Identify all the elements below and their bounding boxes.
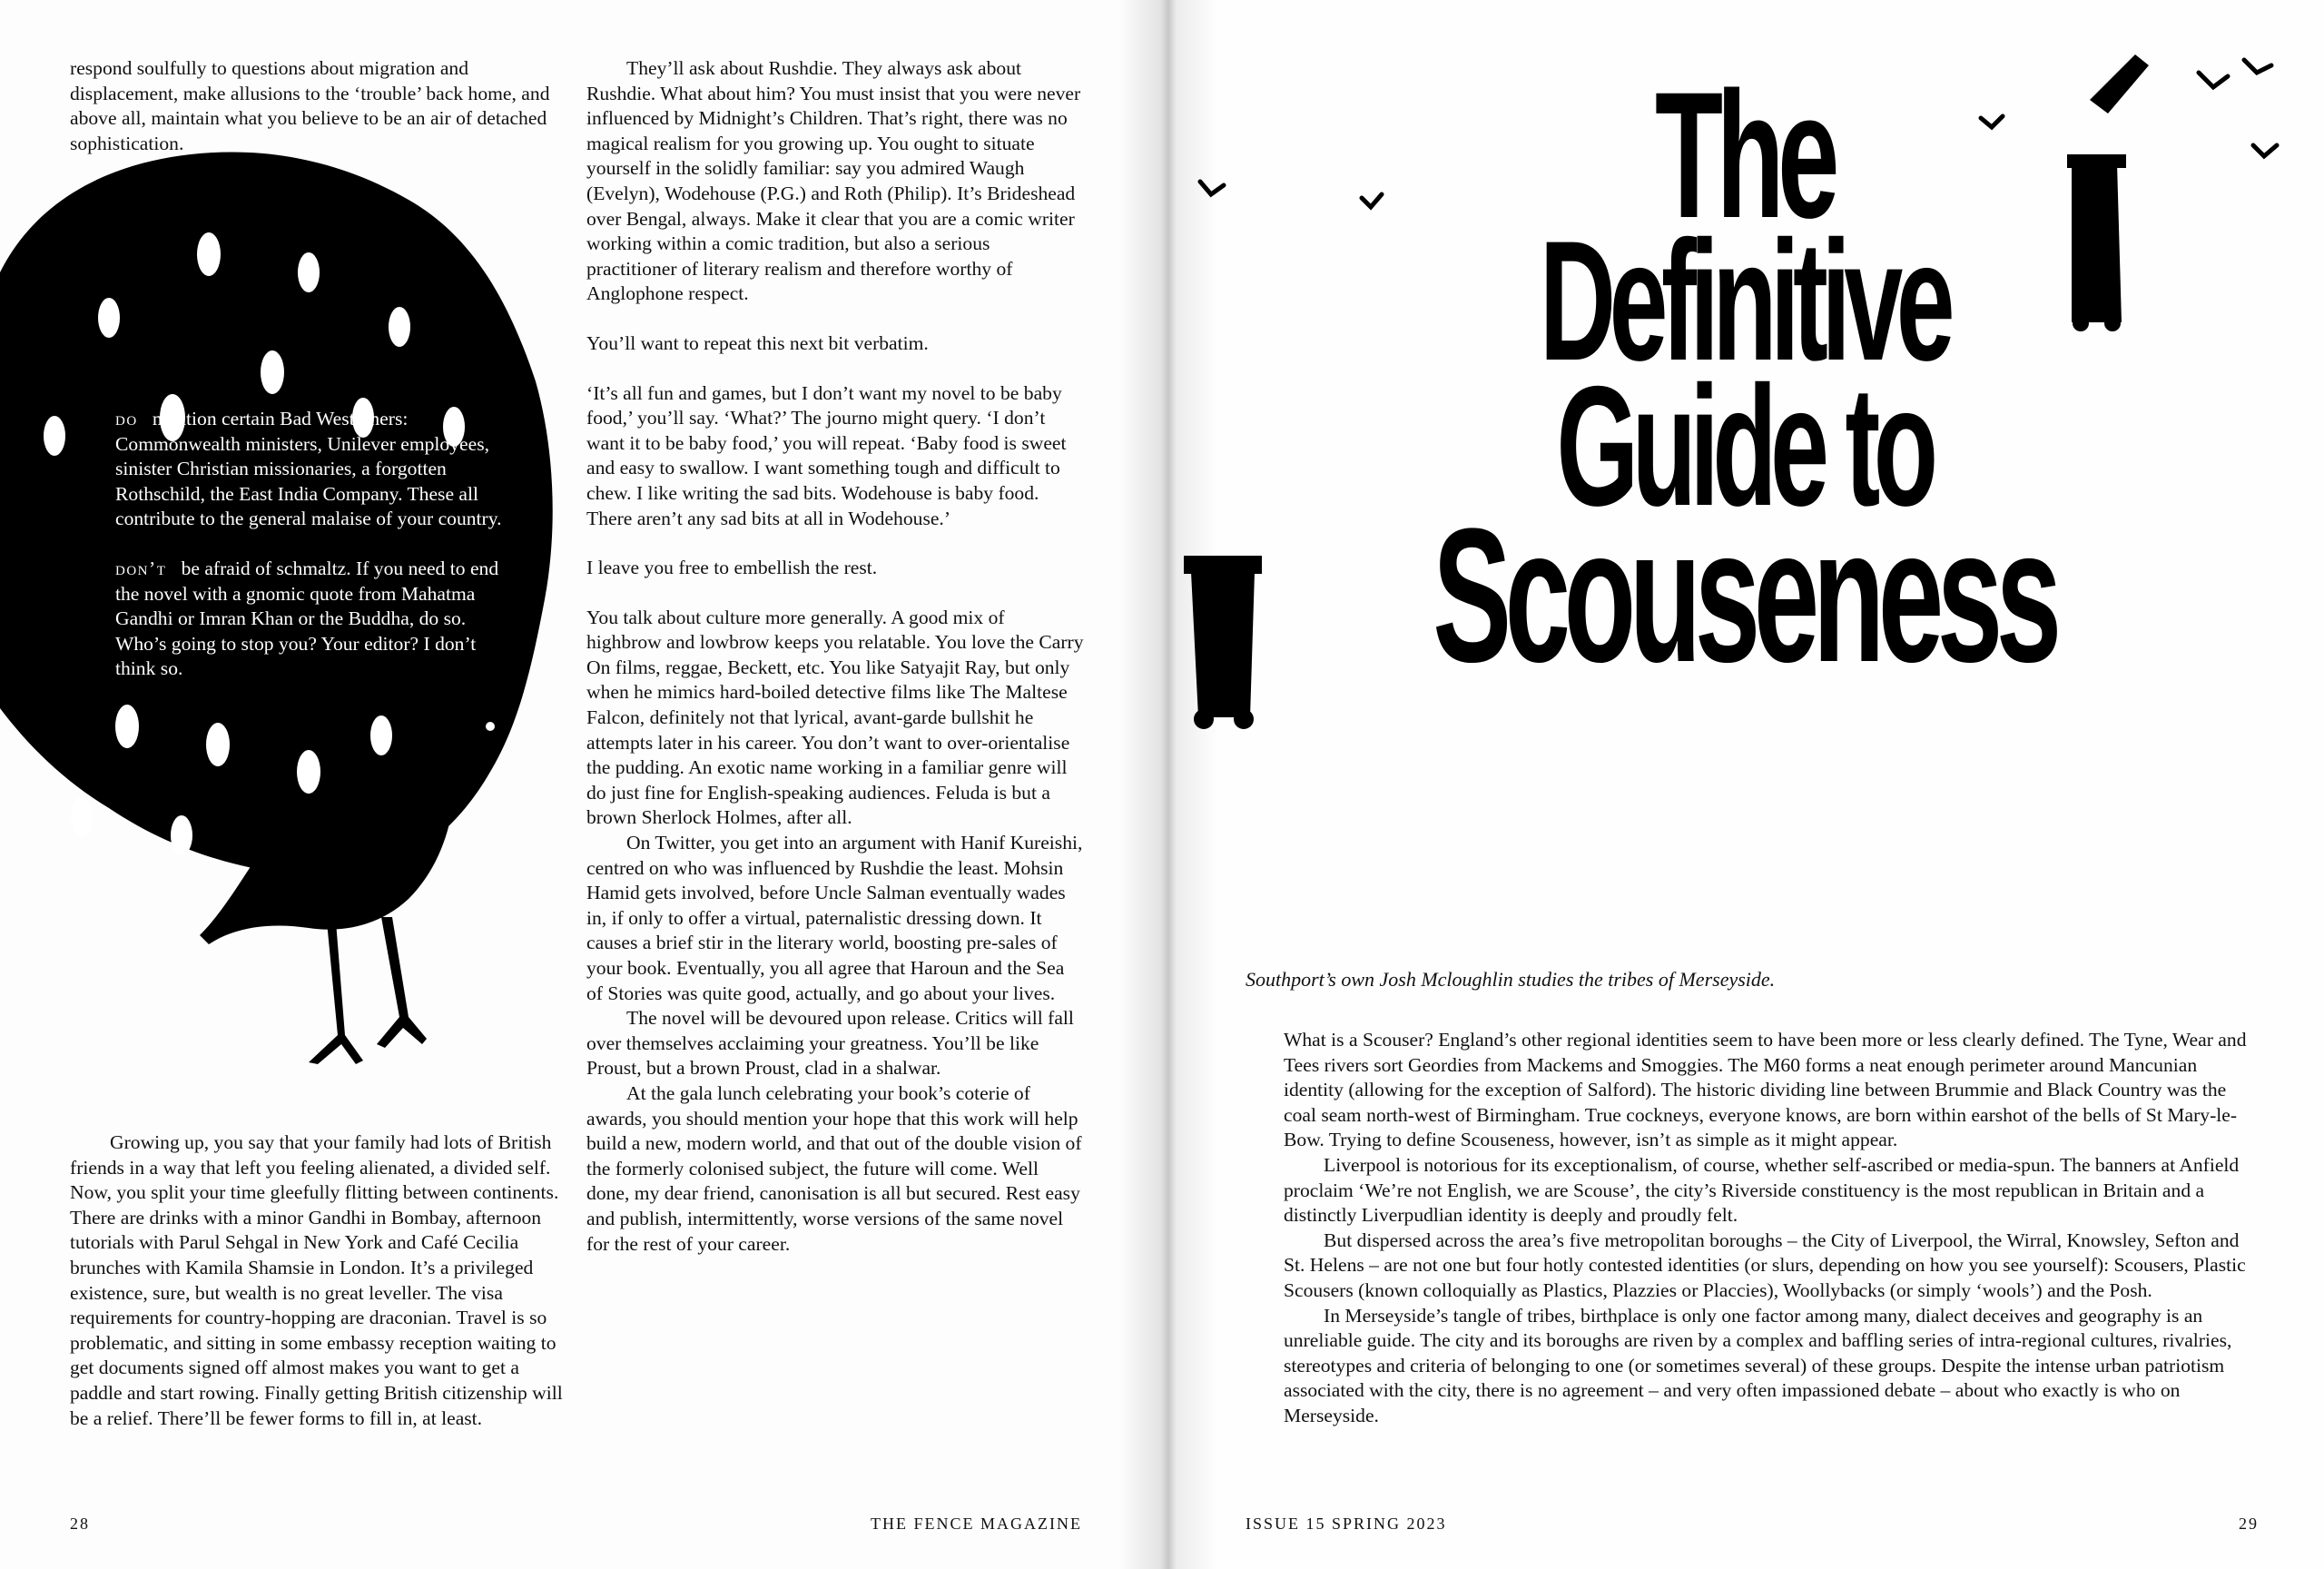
column-1-bottom <box>70 1130 566 1431</box>
page-number: 28 <box>70 1515 90 1533</box>
body-paragraph: Growing up, you say that your family had lots of British friends in a way that left you feeling alienated, a divided self. Now, you split your time gleefully flitting between continents. There are drinks with a minor Gandhi in Bombay, afternoon tutorials with Parul Sehgal in New York and Café Cecilia brunches with Kamila Shamsie in London. It’s a privileged existence, sure, but wealth is no great leveller. The visa requirements for country-hopping are draconian. Travel is so problematic, and sitting in some embassy reception waiting to get documents signed off almost makes you want to get a paddle and start rowing. Finally getting British citizenship will be a relief. There’ll be fewer forms to fill in, at least. <box>70 1131 563 1429</box>
bird-icon <box>2253 145 2277 156</box>
body-paragraph: respond soulfully to questions about migration and displacement, make allusions to the ‘trouble’ back home, and above all, maintain what you believe to be an air of detached sophistication. <box>70 57 550 154</box>
body-paragraph: You talk about culture more generally. A good mix of highbrow and lowbrow keeps you relatable. You love the Carry On films, reggae, Beckett, etc. You like Satyajit Ray, but only when he mimics hard-boiled detective films like The Maltese Falcon, definitely not that lyrical, avant-garde bullshit he attempts later in his career. You don’t want to over-orientalise the pudding. An exotic name working in a familiar genre will do just fine for English-speaking audiences. Feluda is but a brown Sherlock Holmes, after all. <box>586 606 1084 829</box>
bird-icon <box>1362 194 1382 207</box>
headline-line: Scouseness <box>1433 488 2055 703</box>
dont-item <box>115 557 515 682</box>
issue-info: ISSUE 15 SPRING 2023 <box>1246 1515 1447 1533</box>
article-headline <box>1384 54 2103 703</box>
dont-label: don’t <box>115 557 167 579</box>
dos-and-donts-box <box>115 407 515 682</box>
body-paragraph: I leave you free to embellish the rest. <box>586 557 878 579</box>
magazine-name: THE FENCE MAGAZINE <box>871 1515 1082 1533</box>
body-paragraph: At the gala lunch celebrating your book’s coterie of awards, you should mention your hope that this work will help build a new, modern world, and that out of the double vision of the formerly colonised subject, the future will come. Well done, my dear friend, canonisation is all but secured. Rest easy and publish, intermittently, worse versions of the same novel for the rest of your career. <box>586 1081 1082 1255</box>
body-paragraph: What is a Scouser? England’s other regional identities seem to have been more or less clearly defined. The Tyne, Wear and Tees rivers sort Geordies from Mackems and Smoggies. The M60 forms a neat enough perimeter around Mancunian identity (allowing for the exception of Salford). The historic dividing line between Brummie and Black Country was the coal seam north-west of Birmingham. True cockneys, everyone knows, are born within earshot of the bells of St Mary-le-Bow. Trying to define Scouseness, however, isn’t as simple as it might appear. <box>1284 1029 2247 1151</box>
column-2 <box>586 56 1084 1257</box>
headline-line: Guide to <box>1556 350 1932 542</box>
standfirst: Southport’s own Josh Mcloughlin studies the tribes of Merseyside. <box>1246 968 1776 991</box>
do-item <box>115 407 515 532</box>
wheelie-bin-icon <box>1184 556 1262 729</box>
headline-line: The <box>1655 54 1833 256</box>
bird-icon <box>1200 182 1224 194</box>
headline-line: Definitive <box>1539 205 1949 397</box>
body-paragraph: On Twitter, you get into an argument with Hanif Kureishi, centred on who was influenced by Rushdie the least. Mohsin Hamid gets involved, before Uncle Salman eventually wades in, if only to offer a virtual, paternalistic dressing down. It causes a brief stir in the literary world, boosting pre-sales of your book. Eventually, you all agree that Haroun and the Sea of Stories was quite good, actually, and go about your lives. <box>586 832 1083 1004</box>
body-paragraph: But dispersed across the area’s five metropolitan boroughs – the City of Liverpool, the Wirral, Knowsley, Sefton and St. Helens – are not one but four hotly contested identities (or slurs, depending on how you see yourself): Scousers, Plastic Scousers (known colloquially as Plastics, Plazzies or Placcies), Woollybacks (or simply ‘wools’) and the Posh. <box>1284 1229 2246 1301</box>
column-1-top <box>70 56 566 156</box>
body-paragraph: They’ll ask about Rushdie. They always ask about Rushdie. What about him? You must insist that you were never influenced by Midnight’s Children. That’s right, there was no magical realism for you growing up. You ought to situate yourself in the solidly familiar: say you admired Waugh (Evelyn), Wodehouse (P.G.) and Roth (Philip). It’s Brideshead over Bengal, always. Make it clear that you are a comic writer working within a comic tradition, but also a serious practitioner of literary realism and therefore worthy of Anglophone respect. <box>586 57 1081 305</box>
bird-icon <box>2244 60 2271 73</box>
body-paragraph: You’ll want to repeat this next bit verbatim. <box>586 331 929 354</box>
bird-icon <box>2199 73 2228 87</box>
right-page <box>1164 0 2324 1569</box>
dont-text: be afraid of schmaltz. If you need to end the novel with a gnomic quote from Mahatma Gandhi or Imran Khan or the Buddha, do so. Who’s going to stop you? Your editor? I don’t think so. <box>115 557 499 680</box>
body-paragraph: Liverpool is notorious for its exceptionalism, of course, whether self-ascribed or media-spun. The banners at Anfield proclaim ‘We’re not English, we are Scouse’, the city’s Riverside constituency is the most republican in Britain and a distinctly Liverpudlian identity is deeply and proudly felt. <box>1284 1153 2240 1227</box>
body-paragraph: ‘It’s all fun and games, but I don’t want my novel to be baby food,’ you’ll say. ‘What?’ The journo might query. ‘I don’t want it to be baby food,’ you will repeat. ‘Baby food is sweet and easy to swallow. I want something tough and difficult to chew. I like writing the sad bits. Wodehouse is baby food. There aren’t any sad bits at all in Wodehouse.’ <box>586 381 1067 529</box>
body-paragraph: The novel will be devoured upon release. Critics will fall over themselves acclaiming your greatness. You’ll be like Proust, but a brown Proust, clad in a shalwar. <box>586 1007 1074 1080</box>
article-body <box>1284 1028 2255 1429</box>
body-paragraph: In Merseyside’s tangle of tribes, birthplace is only one factor among many, dialect deceives and geography is an unreliable guide. The city and its boroughs are riven by a complex and baffling series of intra-regional cultures, rivalries, stereotypes and criteria of belonging to one (or sometimes several) of these groups. Despite the intense urban patriotism associated with the city, there is no agreement – and very often impassioned debate – about who exactly is who on Merseyside. <box>1284 1304 2232 1426</box>
page-number: 29 <box>2239 1515 2259 1533</box>
do-text: mention certain Bad Westerners: Commonwealth ministers, Unilever employees, sinister Christian missionaries, a forgotten Rothschild, the East India Company. These all contribute to the general malaise of your country. <box>115 408 502 530</box>
do-label: do <box>115 408 138 429</box>
